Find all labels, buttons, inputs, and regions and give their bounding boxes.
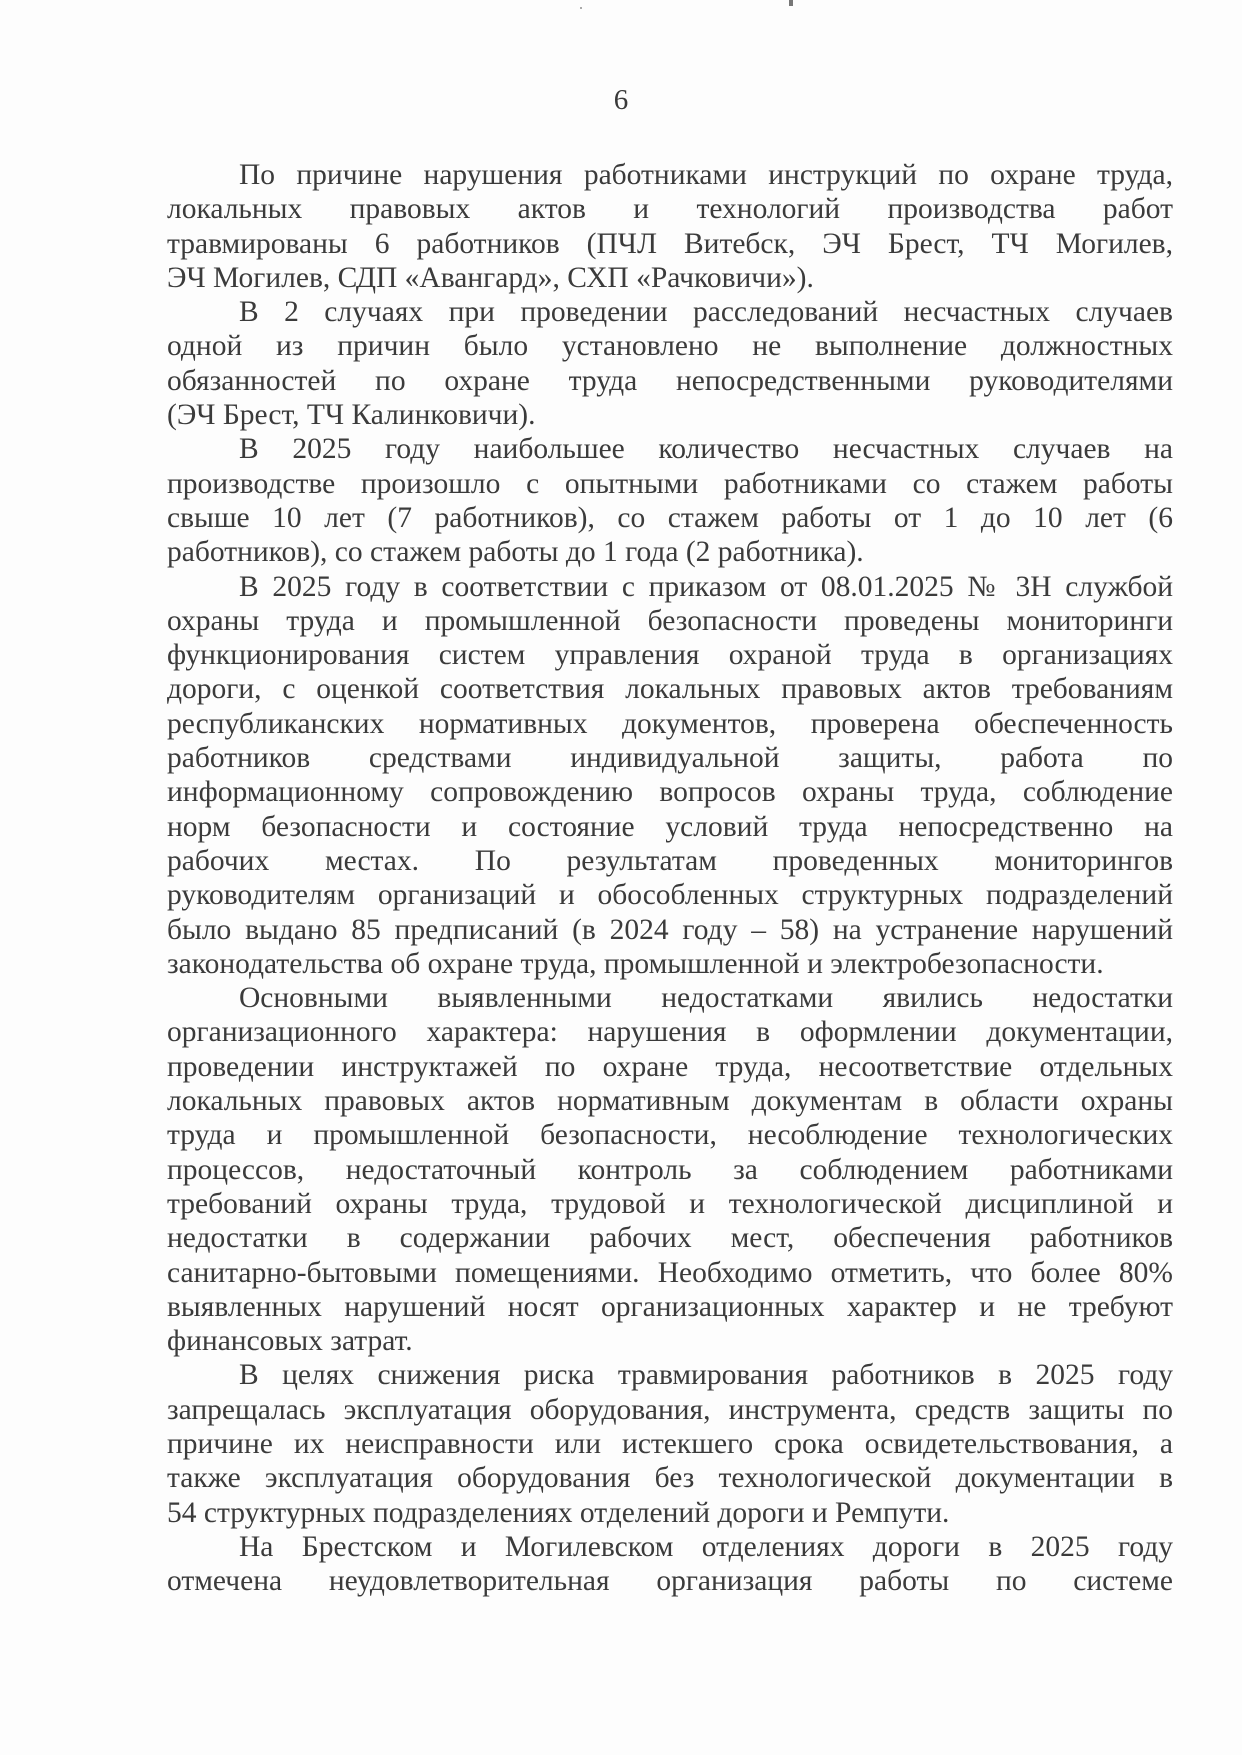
text-line: труда и промышленной безопасности, несоблюдение технологических (167, 1119, 1173, 1152)
text-line: работников средствами индивидуальной защиты, работа по (167, 742, 1173, 775)
text-line: рабочих местах. По результатам проведенных мониторингов (167, 844, 1173, 877)
text-line: республиканских нормативных документов, проверена обеспеченность (167, 707, 1173, 740)
paragraph (167, 570, 1173, 982)
text-line: требований охраны труда, трудовой и технологической дисциплиной и (167, 1187, 1173, 1220)
text-line: отмечена неудовлетворительная организация работы по системе (167, 1565, 1173, 1598)
text-line: руководителям организаций и обособленных структурных подразделений (167, 879, 1173, 912)
text-line: работников), со стажем работы до 1 года (2 работника). (167, 536, 864, 569)
scan-mark (789, 0, 793, 6)
paragraph (167, 1530, 1173, 1599)
text-line: В 2 случаях при проведении расследований несчастных случаев (239, 296, 1173, 329)
text-line: проведении инструктажей по охране труда, несоответствие отдельных (167, 1050, 1173, 1083)
text-line: По причине нарушения работниками инструкций по охране труда, (239, 159, 1173, 191)
text-line: организационного характера: нарушения в оформлении документации, (167, 1016, 1173, 1049)
text-line: ЭЧ Могилев, СДП «Авангард», СХП «Рачковичи»). (167, 261, 814, 294)
text-line: травмированы 6 работников (ПЧЛ Витебск, ЭЧ Брест, ТЧ Могилев, (167, 227, 1173, 260)
page-number: 6 (613, 84, 629, 116)
text-line: было выдано 85 предписаний (в 2024 году – 58) на устранение нарушений (167, 913, 1173, 946)
text-line: охраны труда и промышленной безопасности проведены мониторинги (167, 604, 1173, 637)
text-line: причине их неисправности или истекшего срока освидетельствования, а (167, 1427, 1173, 1460)
text-line: выявленных нарушений носят организационных характер и не требуют (167, 1290, 1173, 1323)
text-line: функционирования систем управления охраной труда в организациях (167, 639, 1173, 672)
text-line: локальных правовых актов нормативным документам в области охраны (167, 1085, 1173, 1118)
text-line: дороги, с оценкой соответствия локальных правовых актов требованиям (167, 673, 1173, 706)
text-line: локальных правовых актов и технологий производства работ (167, 193, 1173, 226)
text-line: На Брестском и Могилевском отделениях дороги в 2025 году (239, 1530, 1173, 1563)
text-line: В целях снижения риска травмирования работников в 2025 году (239, 1359, 1173, 1392)
text-line: производстве произошло с опытными работниками со стажем работы (167, 467, 1173, 500)
text-line: В 2025 году в соответствии с приказом от 08.01.2025 № 3Н службой (239, 570, 1173, 603)
text-line: финансовых затрат. (167, 1325, 413, 1358)
paragraph (167, 1358, 1173, 1529)
body-text (167, 158, 1173, 1598)
text-line: обязанностей по охране труда непосредственными руководителями (167, 364, 1173, 397)
paragraph (167, 432, 1173, 569)
text-line: (ЭЧ Брест, ТЧ Калинковичи). (167, 399, 536, 432)
text-line: 54 структурных подразделениях отделений дороги и Ремпути. (167, 1496, 950, 1529)
paragraph (167, 158, 1173, 295)
text-line: процессов, недостаточный контроль за соблюдением работниками (167, 1153, 1173, 1186)
paragraph (167, 295, 1173, 432)
text-line: также эксплуатация оборудования без технологической документации в (167, 1462, 1173, 1495)
text-line: норм безопасности и состояние условий труда непосредственно на (167, 810, 1173, 843)
text-line: информационному сопровождению вопросов охраны труда, соблюдение (167, 776, 1173, 809)
text-line: недостатки в содержании рабочих мест, обеспечения работников (167, 1222, 1173, 1255)
text-line: санитарно-бытовыми помещениями. Необходимо отметить, что более 80% (167, 1256, 1173, 1289)
text-line: одной из причин было установлено не выполнение должностных (167, 330, 1173, 363)
text-line: запрещалась эксплуатация оборудования, инструмента, средств защиты по (167, 1393, 1173, 1426)
text-line: В 2025 году наибольшее количество несчастных случаев на (239, 433, 1173, 466)
text-line: законодательства об охране труда, промышленной и электробезопасности. (167, 947, 1104, 980)
text-line: Основными выявленными недостатками явились недостатки (239, 982, 1173, 1015)
scan-speck (580, 7, 582, 9)
text-line: свыше 10 лет (7 работников), со стажем работы от 1 до 10 лет (6 (167, 501, 1173, 534)
paragraph (167, 981, 1173, 1358)
